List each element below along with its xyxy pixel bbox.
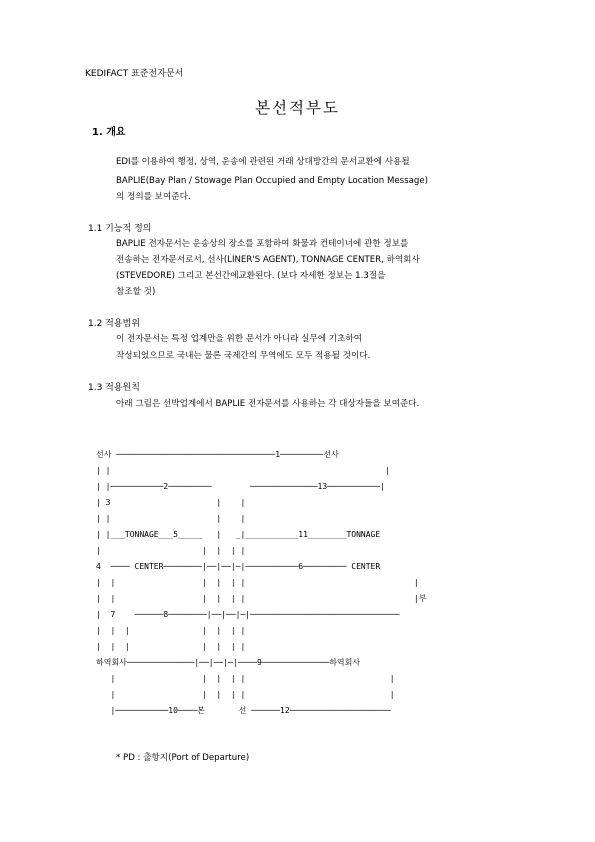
section-1-2-line: 이 전자문서는 특정 업계만을 위한 문서가 아니라 실무에 기초하여 bbox=[116, 334, 362, 344]
document-header: KEDIFACT 표준전자문서 bbox=[85, 69, 184, 79]
section-1-line: BAPLIE(Bay Plan / Stowage Plan Occupied and Empty Location Message) bbox=[116, 176, 428, 186]
page-title: 본선적부도 bbox=[255, 99, 340, 117]
section-1-1-line: 참조할 것) bbox=[116, 287, 156, 297]
diagram-line: | | | | bbox=[96, 514, 246, 523]
footnote: * PD : 출항지(Port of Departure) bbox=[116, 753, 250, 763]
section-1-2-heading: 1.2 적용범위 bbox=[88, 319, 140, 329]
diagram-line: | | | | | | | bbox=[96, 626, 246, 635]
diagram-line: | |───────────2───────── ──────────────13───────────| bbox=[96, 482, 385, 491]
diagram-line: | 7 ──────8────────|──|──|─|─────────────────────────────── bbox=[96, 610, 400, 619]
section-1-line: EDI를 이용하여 행정, 상역, 운송에 관련된 거래 상대방간의 문서교환에 사용될 bbox=[116, 157, 410, 167]
section-1-1-heading: 1.1 기능적 정의 bbox=[88, 224, 152, 234]
section-1-1-line: BAPLIE 전자문서는 운송상의 장소를 포함하여 화물과 컨테이너에 관한 정보를 bbox=[116, 239, 409, 249]
diagram-line: | | | | | | | bbox=[96, 642, 246, 651]
section-1-line: 의 정의를 보여준다. bbox=[116, 192, 191, 202]
diagram-line: | |___TONNAGE___5_____ | _|___________11________TONNAGE bbox=[96, 530, 381, 539]
section-1-1-line: 전송하는 전자문서로서, 선사(LINER'S AGENT), TONNAGE CENTER, 하역회사 bbox=[116, 255, 420, 265]
section-1-3-line: 아래 그림은 선박업계에서 BAPLIE 전자문서를 사용하는 각 대상자들을 보여준다. bbox=[116, 399, 420, 409]
diagram-line: | | | | | | bbox=[96, 674, 395, 683]
diagram-line: | | | bbox=[96, 466, 390, 475]
diagram-line: | | | | | | |부 bbox=[96, 594, 427, 603]
section-1-2-line: 작성되었으므로 국내는 물론 국제간의 무역에도 모두 적용될 것이다. bbox=[116, 351, 371, 361]
diagram-line: | | | | | bbox=[96, 546, 246, 555]
section-1-1-line: (STEVEDORE) 그리고 본선간에교환된다. (보다 자세한 정보는 1.3절을 bbox=[116, 271, 386, 281]
diagram-line: | 3 | | bbox=[96, 498, 246, 507]
diagram-line: 4 ──── CENTER────────|──|──|─|───────────6───────── CENTER bbox=[96, 562, 381, 571]
section-1-heading: 1. 개요 bbox=[92, 127, 126, 138]
diagram-line: 선사 ─────────────────────────────────1─────────선사 bbox=[96, 450, 339, 459]
diagram-line: 하역회사──────────────|──|──|─|────9──────────────하역회사 bbox=[96, 658, 361, 667]
diagram-line: |───────────10────본 선 ──────12───────────────────── bbox=[96, 706, 391, 715]
section-1-3-heading: 1.3 적용원칙 bbox=[88, 383, 140, 393]
diagram-line: | | | | | | bbox=[96, 690, 395, 699]
diagram-line: | | | | | | | bbox=[96, 578, 419, 587]
